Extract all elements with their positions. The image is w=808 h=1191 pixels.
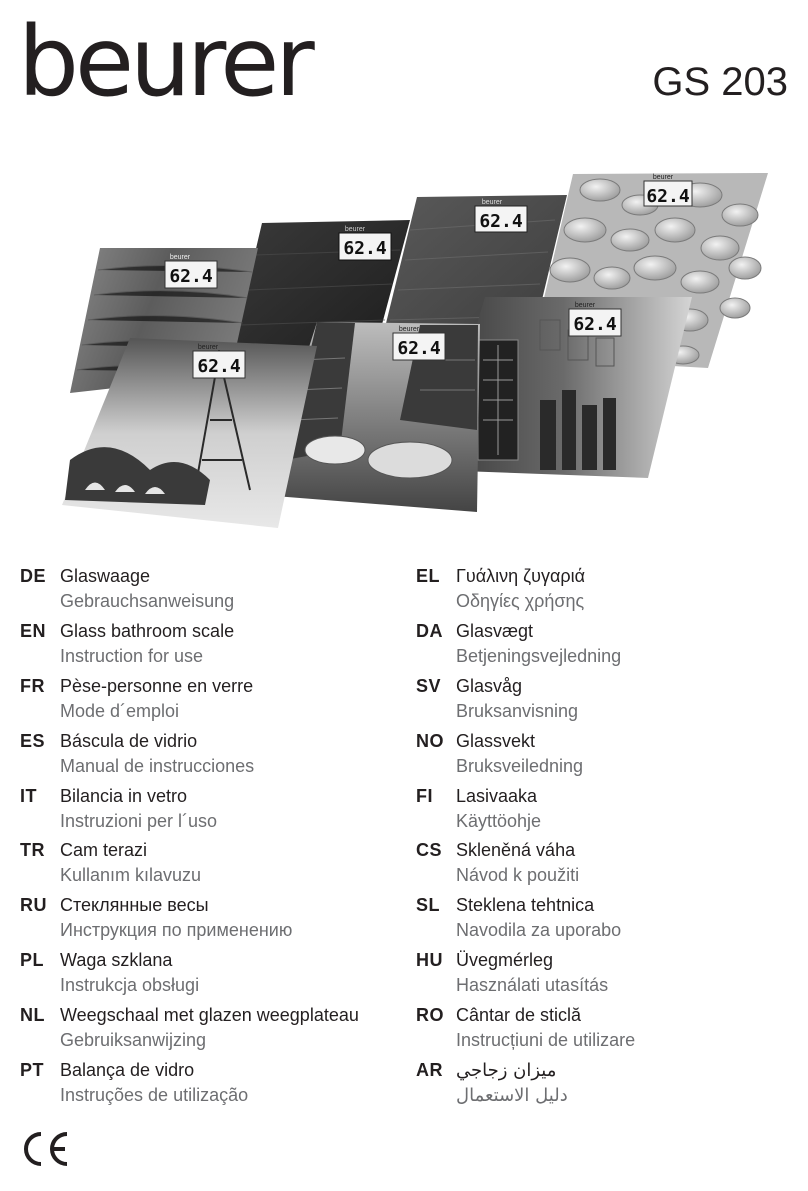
language-title: Steklena tehtnica xyxy=(456,895,595,916)
language-title: Báscula de vidrio xyxy=(60,730,198,751)
language-title: Balança de vidro xyxy=(60,1060,195,1081)
language-subtitle: Käyttöohje xyxy=(456,810,542,831)
language-code: SL xyxy=(416,895,441,916)
language-code: RO xyxy=(416,1005,444,1026)
language-list-right xyxy=(416,566,806,1115)
language-subtitle: دليل الاستعمال xyxy=(456,1085,568,1107)
language-entry-ar xyxy=(416,1060,806,1115)
language-code: EL xyxy=(416,566,441,586)
svg-text:beurer: beurer xyxy=(574,302,596,309)
language-entry-hu xyxy=(416,950,806,1005)
language-entry-nl xyxy=(20,1005,410,1060)
language-code: FI xyxy=(416,785,433,806)
language-entry-el xyxy=(416,566,806,621)
language-code: SV xyxy=(416,675,442,696)
language-title: Üvegmérleg xyxy=(456,950,554,971)
language-title: Glaswaage xyxy=(60,566,151,586)
svg-text:62.4: 62.4 xyxy=(169,266,213,287)
language-title: Pèse-personne en verre xyxy=(60,675,254,696)
svg-text:62.4: 62.4 xyxy=(479,211,523,232)
svg-text:beurer: beurer xyxy=(344,226,366,233)
svg-text:62.4: 62.4 xyxy=(646,186,690,207)
language-subtitle: Návod k použiti xyxy=(456,865,580,886)
language-subtitle: Használati utasítás xyxy=(456,975,609,996)
svg-text:62.4: 62.4 xyxy=(343,238,387,259)
language-entry-sv xyxy=(416,676,806,731)
language-title: Glassvekt xyxy=(456,730,536,751)
svg-text:62.4: 62.4 xyxy=(197,356,241,377)
language-code: RU xyxy=(20,895,47,916)
language-entry-fr xyxy=(20,676,410,731)
language-entry-it xyxy=(20,786,410,841)
language-list-left xyxy=(20,566,410,1115)
language-code: IT xyxy=(20,785,37,806)
language-code: AR xyxy=(416,1060,443,1081)
language-subtitle: Betjeningsvejledning xyxy=(456,645,622,666)
language-subtitle: Instruções de utilização xyxy=(60,1085,249,1106)
language-title: Glasvægt xyxy=(456,620,534,641)
language-title: Glass bathroom scale xyxy=(60,620,235,641)
language-code: HU xyxy=(416,950,443,971)
language-subtitle: Navodila za uporabo xyxy=(456,920,622,941)
language-entry-pl xyxy=(20,950,410,1005)
svg-text:beurer: beurer xyxy=(398,326,420,333)
language-title: Cântar de sticlă xyxy=(456,1005,582,1026)
language-entry-da xyxy=(416,621,806,676)
language-subtitle: Инструкция по применению xyxy=(60,920,293,941)
svg-text:beurer: beurer xyxy=(197,344,219,351)
language-entry-de xyxy=(20,566,410,621)
language-subtitle: Gebruiksanwijzing xyxy=(60,1030,207,1051)
model-number: GS 203 xyxy=(652,60,788,104)
language-code: DA xyxy=(416,620,443,641)
language-subtitle: Manual de instrucciones xyxy=(60,755,255,776)
svg-text:62.4: 62.4 xyxy=(573,314,617,335)
language-code: CS xyxy=(416,840,443,861)
language-code: NO xyxy=(416,730,444,751)
language-title: Bilancia in vetro xyxy=(60,785,188,806)
language-code: PT xyxy=(20,1060,45,1081)
svg-text:beurer: beurer xyxy=(652,174,674,181)
language-subtitle: Kullanım kılavuzu xyxy=(60,865,202,886)
language-code: NL xyxy=(20,1005,45,1026)
language-subtitle: Instruzioni per l´uso xyxy=(60,810,218,831)
svg-text:beurer: beurer xyxy=(481,199,503,206)
language-title: Γυάλινη ζυγαριά xyxy=(456,566,586,586)
language-title: Lasivaaka xyxy=(456,785,538,806)
language-code: TR xyxy=(20,840,45,861)
language-title: Стеклянные весы xyxy=(60,895,209,916)
language-entry-pt xyxy=(20,1060,410,1115)
language-entry-no xyxy=(416,731,806,786)
svg-text:beurer: beurer xyxy=(169,254,191,261)
language-title: Skleněná váha xyxy=(456,840,576,861)
language-subtitle: Gebrauchsanweisung xyxy=(60,591,235,611)
language-subtitle: Mode d´emploi xyxy=(60,700,180,721)
product-images xyxy=(0,160,808,540)
language-entry-tr xyxy=(20,840,410,895)
language-entry-cs xyxy=(416,840,806,895)
brand-logo: beurer xyxy=(18,6,311,118)
svg-text:62.4: 62.4 xyxy=(397,338,441,359)
language-entry-fi xyxy=(416,786,806,841)
language-code: EN xyxy=(20,620,47,641)
language-title: Weegschaal met glazen weegplateau xyxy=(60,1005,359,1026)
language-code: PL xyxy=(20,950,45,971)
language-title: Cam terazi xyxy=(60,840,148,861)
language-subtitle: Instruction for use xyxy=(60,645,204,666)
language-subtitle: Instrucțiuni de utilizare xyxy=(456,1030,636,1051)
language-entry-ro xyxy=(416,1005,806,1060)
language-entry-es xyxy=(20,731,410,786)
language-entry-ru xyxy=(20,895,410,950)
language-subtitle: Οδηγίες χρήσης xyxy=(456,591,585,611)
language-subtitle: Instrukcja obsługi xyxy=(60,975,200,996)
ce-mark-icon xyxy=(20,1130,70,1168)
language-title: Waga szklana xyxy=(60,950,173,971)
language-title: ميزان زجاجي xyxy=(456,1060,557,1082)
language-code: ES xyxy=(20,730,46,751)
language-code: DE xyxy=(20,566,47,586)
language-subtitle: Bruksveiledning xyxy=(456,755,584,776)
language-code: FR xyxy=(20,675,45,696)
language-title: Glasvåg xyxy=(456,675,523,696)
language-subtitle: Bruksanvisning xyxy=(456,700,579,721)
language-entry-en xyxy=(20,621,410,676)
language-entry-sl xyxy=(416,895,806,950)
